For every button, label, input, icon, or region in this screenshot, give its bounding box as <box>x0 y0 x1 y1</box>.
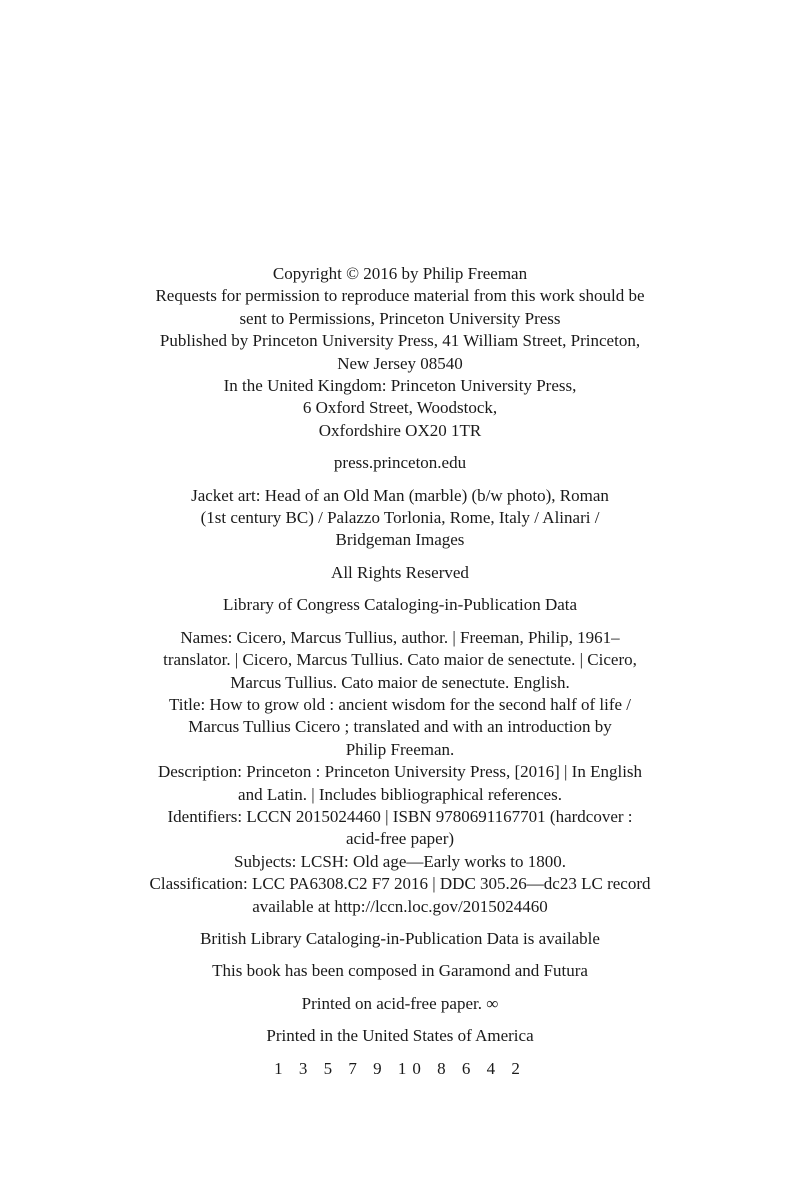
rights-block <box>100 562 700 584</box>
british-library-block <box>100 928 700 950</box>
copyright-page <box>100 263 700 1080</box>
jacket-art-line: Jacket art: Head of an Old Man (marble) (b/w photo), Roman <box>191 485 609 505</box>
cip-title-line: Marcus Tullius Cicero ; translated and with an introduction by <box>188 717 612 737</box>
printed-in-block <box>100 1025 700 1047</box>
copyright-block <box>100 263 700 442</box>
website-block <box>100 452 700 474</box>
publisher-website: press.princeton.edu <box>333 453 467 473</box>
jacket-art-line: Bridgeman Images <box>335 530 465 550</box>
printer-key-block <box>100 1058 700 1080</box>
cip-identifiers-line: acid-free paper) <box>345 829 455 849</box>
jacket-art-line: (1st century BC) / Palazzo Torlonia, Rome, Italy / Alinari / <box>200 508 600 528</box>
printed-in-statement: Printed in the United States of America <box>266 1026 534 1046</box>
cip-names-line: Names: Cicero, Marcus Tullius, author. | Freeman, Philip, 1961– <box>180 627 620 647</box>
rights-statement: All Rights Reserved <box>331 562 469 582</box>
publisher-line: Published by Princeton University Press, 41 William Street, Princeton, <box>159 331 641 351</box>
cip-names-line: translator. | Cicero, Marcus Tullius. Cato maior de senectute. | Cicero, <box>163 650 637 670</box>
jacket-art-block <box>100 485 700 552</box>
cip-title-line: Philip Freeman. <box>345 739 455 759</box>
loc-heading: Library of Congress Cataloging-in-Publication Data <box>222 595 578 615</box>
publisher-line: New Jersey 08540 <box>337 353 463 373</box>
permissions-line: Requests for permission to reproduce material from this work should be <box>155 286 645 306</box>
cip-classification-line: Classification: LCC PA6308.C2 F7 2016 | DDC 305.26—dc23 LC record <box>149 874 651 894</box>
cip-description-line: Description: Princeton : Princeton University Press, [2016] | In English <box>157 762 643 782</box>
composed-block <box>100 960 700 982</box>
cip-subjects-line: Subjects: LCSH: Old age—Early works to 1800. <box>234 851 566 871</box>
cip-classification-line: available at http://lccn.loc.gov/2015024460 <box>252 896 548 916</box>
british-library-statement: British Library Cataloging-in-Publication Data is available <box>200 928 600 948</box>
uk-address-line: 6 Oxford Street, Woodstock, <box>302 398 498 418</box>
cip-identifiers-line: Identifiers: LCCN 2015024460 | ISBN 9780691167701 (hardcover : <box>167 806 633 826</box>
uk-address-line: In the United Kingdom: Princeton University Press, <box>223 376 577 396</box>
typeface-statement: This book has been composed in Garamond and Futura <box>212 961 588 981</box>
cip-description-line: and Latin. | Includes bibliographical references. <box>238 784 562 804</box>
permissions-line: sent to Permissions, Princeton University Press <box>239 308 561 328</box>
cip-title-line: Title: How to grow old : ancient wisdom for the second half of life / <box>168 694 632 714</box>
cip-data-block <box>100 627 700 918</box>
uk-address-line: Oxfordshire OX20 1TR <box>318 420 482 440</box>
acid-free-paper-statement: Printed on acid-free paper. ∞ <box>301 993 499 1013</box>
copyright-line: Copyright © 2016 by Philip Freeman <box>272 264 528 283</box>
paper-block <box>100 993 700 1015</box>
printer-key: 1 3 5 7 9 10 8 6 4 2 <box>274 1058 526 1078</box>
cip-names-line: Marcus Tullius. Cato maior de senectute. English. <box>230 672 570 692</box>
loc-heading-block <box>100 594 700 616</box>
